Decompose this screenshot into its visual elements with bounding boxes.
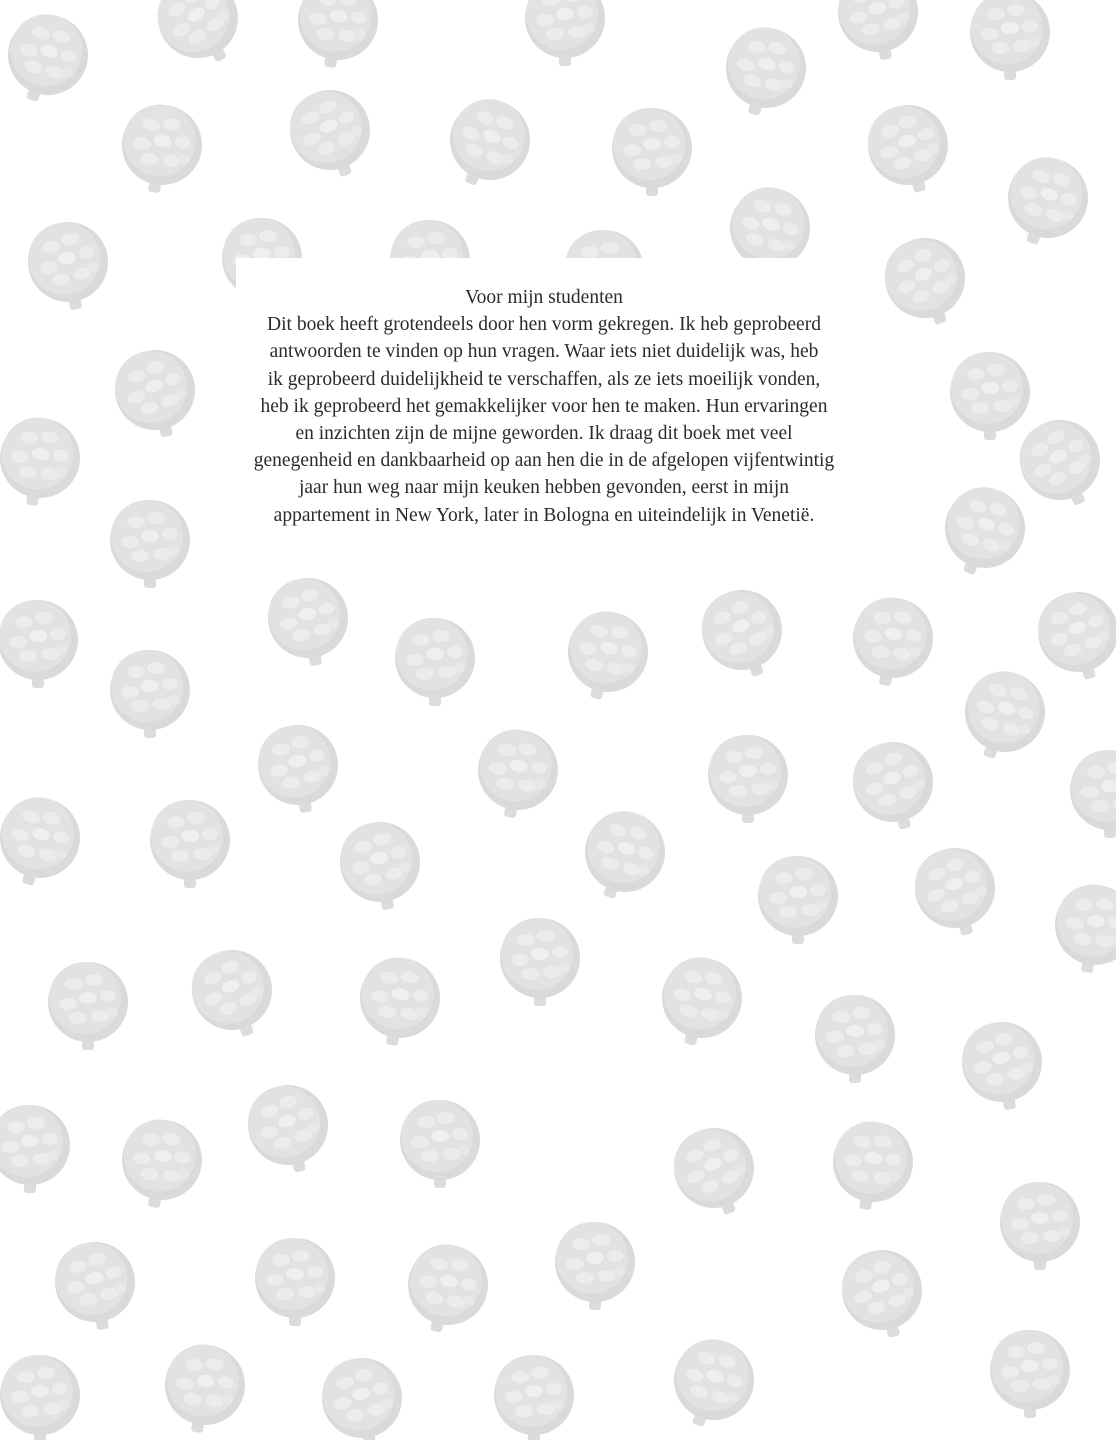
artichoke-icon — [663, 1117, 768, 1227]
artichoke-icon — [859, 96, 959, 202]
dedication-text — [236, 284, 852, 529]
artichoke-icon — [906, 839, 1006, 945]
artichoke-icon — [157, 1339, 251, 1440]
artichoke-icon — [571, 801, 676, 911]
dedication-line: appartement in New York, later in Bologna en uiteindelijk in Venetië. — [273, 504, 815, 526]
artichoke-icon — [0, 412, 86, 513]
artichoke-icon — [114, 1114, 208, 1215]
artichoke-icon — [22, 216, 116, 317]
artichoke-icon — [557, 603, 657, 709]
artichoke-icon — [525, 0, 605, 66]
artichoke-icon — [279, 79, 384, 189]
artichoke-icon — [290, 0, 384, 74]
artichoke-icon — [715, 19, 815, 125]
artichoke-icon — [708, 735, 788, 823]
artichoke-icon — [352, 952, 446, 1053]
artichoke-icon — [612, 108, 692, 196]
artichoke-icon — [255, 1238, 335, 1326]
artichoke-icon — [691, 579, 796, 689]
artichoke-icon — [252, 719, 346, 820]
artichoke-icon — [970, 0, 1050, 80]
artichoke-icon — [660, 1329, 765, 1439]
artichoke-icon — [555, 1222, 635, 1310]
artichoke-icon — [316, 1352, 410, 1440]
dedication-panel — [236, 258, 852, 566]
artichoke-icon — [931, 477, 1036, 587]
artichoke-icon — [950, 352, 1030, 440]
dedication-line: antwoorden te vinden op hun vragen. Waar iets niet duidelijk was, heb — [269, 341, 819, 363]
artichoke-icon — [500, 918, 580, 1006]
artichoke-icon — [110, 500, 190, 588]
dedication-line: heb ik geprobeerd het gemakkelijker voor hen te maken. Hun ervaringen — [260, 395, 828, 417]
dedication-title: Voor mijn studenten — [465, 287, 623, 308]
dedication-line: ik geprobeerd duidelijkheid te verschaffen, als ze iets moeilijk vonden, — [267, 368, 821, 390]
artichoke-icon — [844, 733, 944, 839]
dedication-line: jaar hun weg naar mijn keuken hebben gevonden, eerst in mijn — [298, 477, 790, 499]
dedication-line: Dit boek heeft grotendeels door hen vorm gekregen. Ik heb geprobeerd — [267, 314, 821, 336]
artichoke-icon — [651, 949, 751, 1055]
artichoke-icon — [262, 572, 356, 673]
artichoke-icon — [110, 650, 190, 738]
artichoke-icon — [395, 618, 475, 706]
artichoke-icon — [832, 0, 926, 66]
artichoke-icon — [48, 962, 128, 1050]
artichoke-icon — [470, 724, 564, 825]
artichoke-icon — [825, 1116, 919, 1217]
artichoke-icon — [0, 1105, 70, 1193]
artichoke-icon — [181, 939, 286, 1049]
artichoke-icon — [874, 227, 979, 337]
artichoke-icon — [1000, 1182, 1080, 1270]
artichoke-icon — [0, 789, 89, 895]
artichoke-icon — [106, 341, 206, 447]
artichoke-icon — [143, 0, 256, 80]
artichoke-icon — [114, 99, 208, 200]
artichoke-icon — [494, 1355, 574, 1440]
artichoke-icon — [49, 1236, 143, 1337]
artichoke-icon — [0, 600, 78, 688]
artichoke-icon — [990, 1330, 1070, 1418]
artichoke-icon — [150, 800, 230, 888]
artichoke-icon — [1029, 583, 1116, 689]
artichoke-icon — [956, 1016, 1050, 1117]
artichoke-icon — [1070, 750, 1116, 838]
artichoke-icon — [239, 1076, 339, 1182]
dedication-line: genegenheid en dankbaarheid op aan hen die in de afgelopen vijfentwintig — [253, 450, 835, 472]
artichoke-icon — [951, 661, 1056, 771]
dedication-line: en inzichten zijn de mijne geworden. Ik draag dit boek met veel — [295, 423, 793, 445]
artichoke-icon — [758, 856, 838, 944]
artichoke-icon — [833, 1241, 933, 1347]
artichoke-icon — [994, 147, 1099, 257]
artichoke-icon — [0, 1355, 80, 1440]
artichoke-icon — [433, 87, 543, 201]
artichoke-icon — [397, 1236, 497, 1342]
artichoke-icon — [845, 592, 939, 693]
artichoke-icon — [1047, 879, 1116, 980]
artichoke-icon — [0, 4, 99, 114]
artichoke-icon — [815, 995, 895, 1083]
artichoke-icon — [334, 816, 428, 917]
artichoke-icon — [400, 1100, 480, 1188]
artichoke-icon — [1007, 407, 1116, 521]
